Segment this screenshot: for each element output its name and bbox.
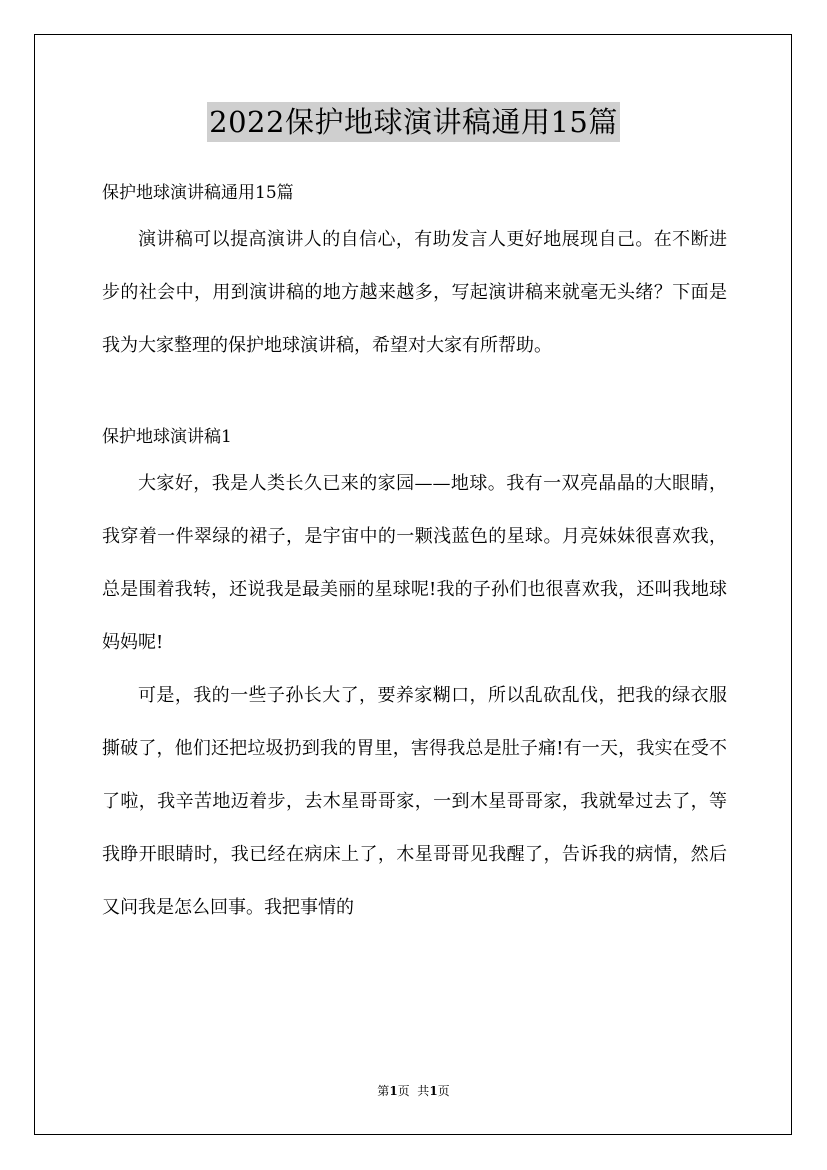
section-heading: 保护地球演讲稿1: [102, 427, 232, 447]
body-paragraph-1: 大家好，我是人类长久已来的家园——地球。我有一双亮晶晶的大眼睛，我穿着一件翠绿的裙子，是宇宙中的一颗浅蓝色的星球。月亮妹妹很喜欢我，总是围着我转，还说我是最美丽的星球呢!我的子孙们也很喜欢我，还叫我地球妈妈呢!: [102, 473, 727, 653]
footer-current-page: 1: [389, 1084, 398, 1098]
document-body: [102, 176, 727, 934]
page-footer: [0, 1082, 827, 1100]
footer-suffix: 页: [437, 1084, 450, 1098]
title-container: [0, 102, 827, 142]
intro-paragraph: 演讲稿可以提高演讲人的自信心，有助发言人更好地展现自己。在不断进步的社会中，用到演讲稿的地方越来越多，写起演讲稿来就毫无头绪？下面是我为大家整理的保护地球演讲稿，希望对大家有所帮助。: [102, 229, 727, 356]
footer-mid: 页 共: [397, 1084, 430, 1098]
footer-prefix: 第: [377, 1084, 390, 1098]
document-subtitle: 保护地球演讲稿通用15篇: [102, 183, 294, 203]
footer-total-pages: 1: [429, 1084, 438, 1098]
body-paragraph-2: 可是，我的一些子孙长大了，要养家糊口，所以乱砍乱伐，把我的绿衣服撕破了，他们还把垃圾扔到我的胃里，害得我总是肚子痛!有一天，我实在受不了啦，我辛苦地迈着步，去木星哥哥家，一到木星哥哥家，我就晕过去了，等我睁开眼睛时，我已经在病床上了，木星哥哥见我醒了，告诉我的病情，然后又问我是怎么回事。我把事情的: [102, 685, 727, 918]
document-title: 2022保护地球演讲稿通用15篇: [207, 102, 620, 142]
